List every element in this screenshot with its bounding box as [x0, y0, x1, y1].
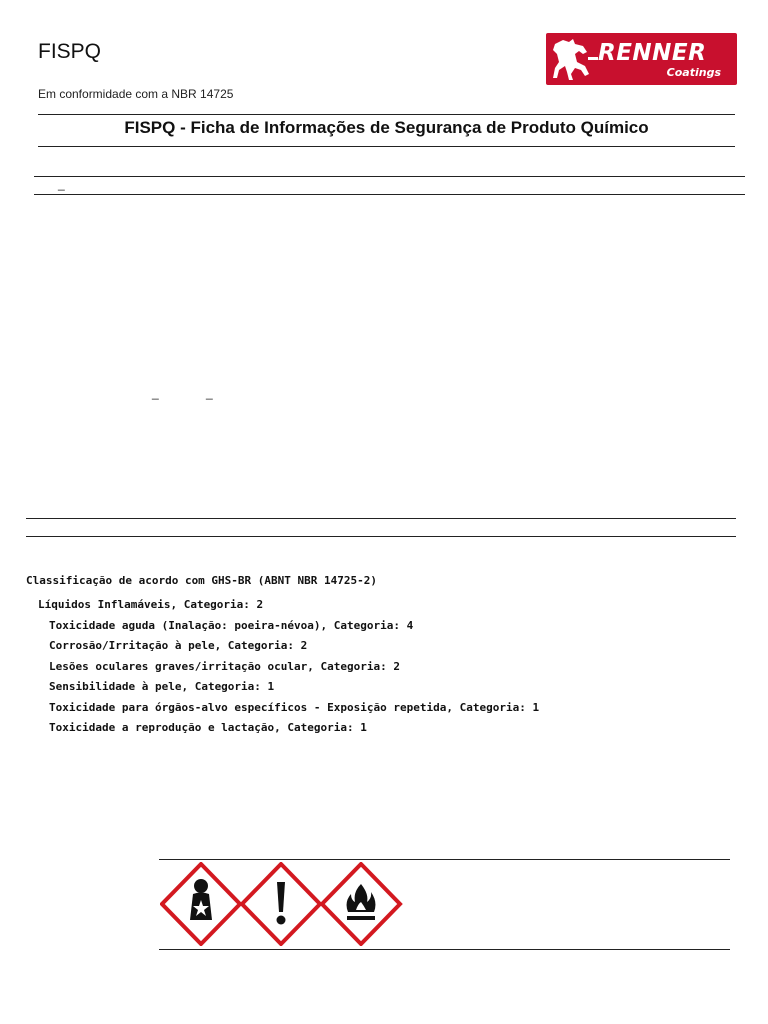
- ghs-pictograms: [160, 862, 405, 946]
- ghs-classification: [26, 574, 539, 739]
- divider: [26, 518, 736, 519]
- conformity-note: Em conformidade com a NBR 14725: [38, 87, 234, 101]
- divider: [38, 146, 735, 147]
- divider: [159, 949, 730, 950]
- page-title: FISPQ - Ficha de Informações de Segurança de Produto Químico: [124, 118, 649, 137]
- logo-dash: [588, 57, 598, 60]
- divider: [159, 859, 730, 860]
- document-title: FISPQ: [38, 40, 102, 63]
- blank-field-marker: _: [206, 386, 213, 400]
- classification-item: Toxicidade a reprodução e lactação, Categoria: 1: [49, 721, 367, 734]
- classification-item: Lesões oculares graves/irritação ocular, Categoria: 2: [49, 659, 400, 673]
- blank-field-marker: _: [152, 386, 159, 400]
- logo-brand: RENNER: [598, 40, 707, 66]
- flame-icon: [322, 864, 400, 944]
- divider: [38, 114, 735, 115]
- classification-item: Toxicidade aguda (Inalação: poeira-névoa), Categoria: 4: [49, 618, 414, 632]
- classification-item: Líquidos Inflamáveis, Categoria: 2: [38, 598, 264, 611]
- blank-field-marker: _: [58, 177, 65, 191]
- exclamation-mark-icon: [242, 864, 320, 944]
- divider: [34, 176, 745, 177]
- health-hazard-icon: [162, 864, 240, 944]
- classification-item: Toxicidade para órgãos-alvo específicos - Exposição repetida, Categoria: 1: [49, 700, 540, 714]
- divider: [34, 194, 745, 195]
- horse-icon: [549, 36, 593, 82]
- renner-logo: [546, 33, 737, 85]
- logo-subtitle: Coatings: [666, 66, 721, 79]
- classification-item: Corrosão/Irritação à pele, Categoria: 2: [49, 639, 308, 652]
- classification-item: Sensibilidade à pele, Categoria: 1: [49, 680, 275, 693]
- classification-title: Classificação de acordo com GHS-BR (ABNT NBR 14725-2): [26, 574, 377, 587]
- divider: [26, 536, 736, 537]
